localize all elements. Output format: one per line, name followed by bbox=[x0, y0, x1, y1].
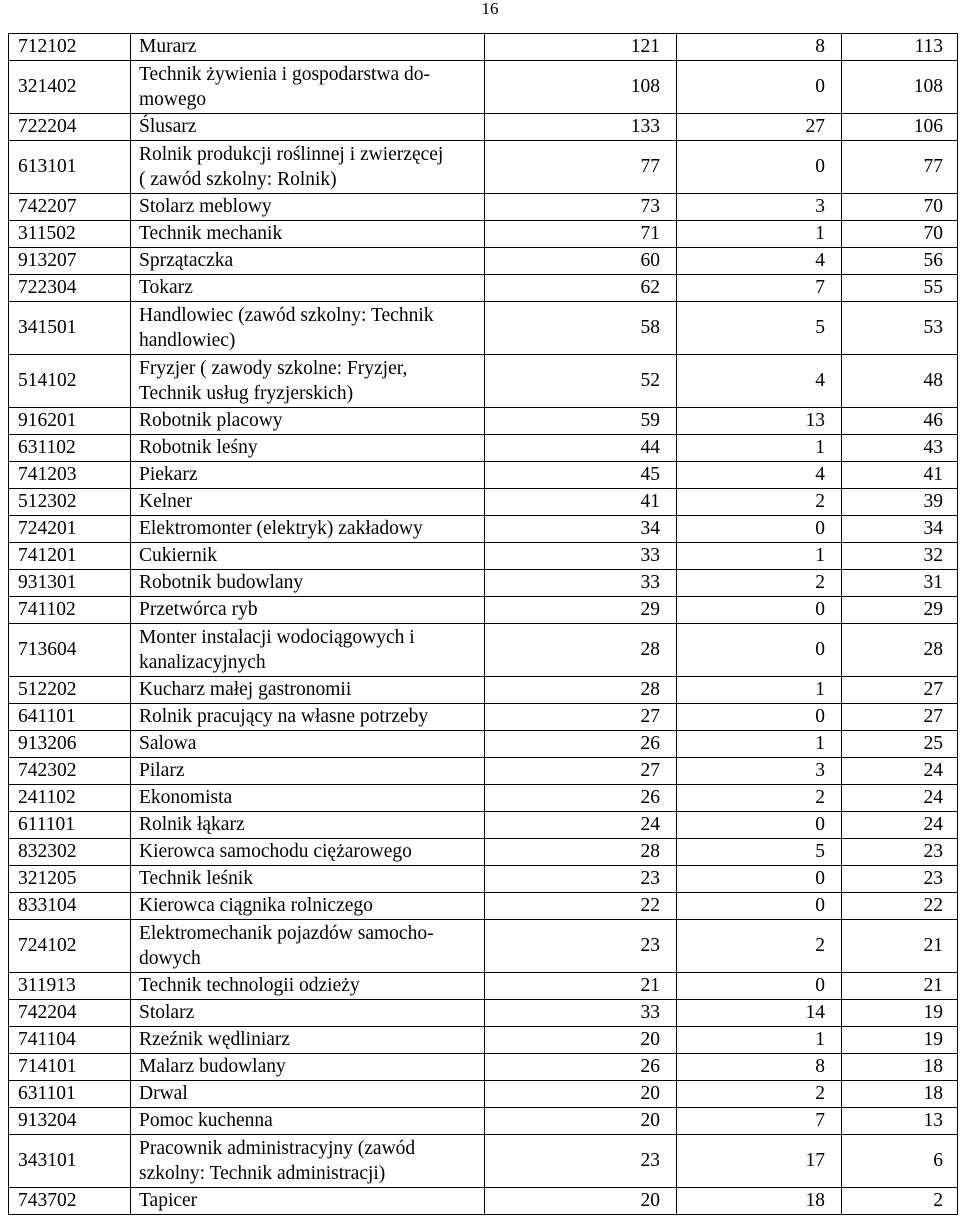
value-c-cell: 24 bbox=[842, 812, 958, 839]
occupation-code-cell: 741104 bbox=[9, 1027, 131, 1054]
occupation-name-cell: Pomoc kuchenna bbox=[131, 1108, 485, 1135]
occupation-name-cell: Rolnik pracujący na własne potrzeby bbox=[131, 704, 485, 731]
value-b-cell: 3 bbox=[677, 758, 842, 785]
value-b-cell: 2 bbox=[677, 920, 842, 973]
occupation-name-cell: Kucharz małej gastronomii bbox=[131, 677, 485, 704]
value-c-cell: 2 bbox=[842, 1188, 958, 1215]
value-c-cell: 23 bbox=[842, 866, 958, 893]
occupation-code-cell: 631101 bbox=[9, 1081, 131, 1108]
table-row bbox=[9, 408, 958, 435]
value-b-cell: 1 bbox=[677, 543, 842, 570]
value-b-cell: 27 bbox=[677, 114, 842, 141]
table-row bbox=[9, 1135, 958, 1188]
value-c-cell: 31 bbox=[842, 570, 958, 597]
table-row bbox=[9, 758, 958, 785]
occupation-code-cell: 321205 bbox=[9, 866, 131, 893]
value-a-cell: 60 bbox=[485, 248, 677, 275]
table-row bbox=[9, 973, 958, 1000]
occupation-name-cell: Robotnik budowlany bbox=[131, 570, 485, 597]
value-a-cell: 58 bbox=[485, 302, 677, 355]
table-row bbox=[9, 624, 958, 677]
occupation-name-cell: Elektromonter (elektryk) zakładowy bbox=[131, 516, 485, 543]
occupation-code-cell: 833104 bbox=[9, 893, 131, 920]
table-row bbox=[9, 114, 958, 141]
occupation-name-cell: Technik żywienia i gospodarstwa do- mowego bbox=[131, 61, 485, 114]
value-a-cell: 77 bbox=[485, 141, 677, 194]
value-a-cell: 20 bbox=[485, 1081, 677, 1108]
value-b-cell: 2 bbox=[677, 489, 842, 516]
value-c-cell: 6 bbox=[842, 1135, 958, 1188]
value-b-cell: 0 bbox=[677, 973, 842, 1000]
value-b-cell: 3 bbox=[677, 194, 842, 221]
occupation-name-cell: Tokarz bbox=[131, 275, 485, 302]
value-b-cell: 0 bbox=[677, 893, 842, 920]
value-a-cell: 52 bbox=[485, 355, 677, 408]
value-b-cell: 2 bbox=[677, 785, 842, 812]
occupation-code-cell: 743702 bbox=[9, 1188, 131, 1215]
occupation-name-cell: Stolarz meblowy bbox=[131, 194, 485, 221]
value-a-cell: 59 bbox=[485, 408, 677, 435]
occupation-code-cell: 341501 bbox=[9, 302, 131, 355]
occupation-name-cell: Salowa bbox=[131, 731, 485, 758]
value-b-cell: 17 bbox=[677, 1135, 842, 1188]
value-a-cell: 73 bbox=[485, 194, 677, 221]
value-c-cell: 13 bbox=[842, 1108, 958, 1135]
occupation-code-cell: 724102 bbox=[9, 920, 131, 973]
occupation-name-cell: Technik mechanik bbox=[131, 221, 485, 248]
value-c-cell: 28 bbox=[842, 624, 958, 677]
value-a-cell: 28 bbox=[485, 839, 677, 866]
occupation-code-cell: 712102 bbox=[9, 34, 131, 61]
occupation-name-cell: Technik leśnik bbox=[131, 866, 485, 893]
table-row bbox=[9, 570, 958, 597]
value-c-cell: 27 bbox=[842, 704, 958, 731]
occupation-name-cell: Technik technologii odzieży bbox=[131, 973, 485, 1000]
value-a-cell: 71 bbox=[485, 221, 677, 248]
value-b-cell: 5 bbox=[677, 302, 842, 355]
value-c-cell: 41 bbox=[842, 462, 958, 489]
occupation-code-cell: 713604 bbox=[9, 624, 131, 677]
occupation-code-cell: 742204 bbox=[9, 1000, 131, 1027]
occupation-name-cell: Cukiernik bbox=[131, 543, 485, 570]
value-c-cell: 22 bbox=[842, 893, 958, 920]
value-c-cell: 106 bbox=[842, 114, 958, 141]
value-a-cell: 27 bbox=[485, 758, 677, 785]
value-b-cell: 8 bbox=[677, 34, 842, 61]
value-b-cell: 8 bbox=[677, 1054, 842, 1081]
occupation-code-cell: 741102 bbox=[9, 597, 131, 624]
occupation-code-cell: 311502 bbox=[9, 221, 131, 248]
value-c-cell: 29 bbox=[842, 597, 958, 624]
value-c-cell: 48 bbox=[842, 355, 958, 408]
table-row bbox=[9, 677, 958, 704]
occupation-code-cell: 321402 bbox=[9, 61, 131, 114]
occupation-name-cell: Drwal bbox=[131, 1081, 485, 1108]
value-b-cell: 13 bbox=[677, 408, 842, 435]
value-b-cell: 0 bbox=[677, 516, 842, 543]
table-row bbox=[9, 1054, 958, 1081]
occupation-name-cell: Handlowiec (zawód szkolny: Technik handlowiec) bbox=[131, 302, 485, 355]
value-b-cell: 0 bbox=[677, 597, 842, 624]
value-a-cell: 23 bbox=[485, 1135, 677, 1188]
value-b-cell: 0 bbox=[677, 704, 842, 731]
occupation-code-cell: 916201 bbox=[9, 408, 131, 435]
occupation-name-cell: Robotnik leśny bbox=[131, 435, 485, 462]
occupation-code-cell: 722304 bbox=[9, 275, 131, 302]
table-row bbox=[9, 34, 958, 61]
occupation-name-cell: Ślusarz bbox=[131, 114, 485, 141]
value-c-cell: 24 bbox=[842, 758, 958, 785]
value-b-cell: 0 bbox=[677, 812, 842, 839]
value-c-cell: 19 bbox=[842, 1000, 958, 1027]
page-number: 16 bbox=[481, 0, 499, 18]
table-row bbox=[9, 893, 958, 920]
value-a-cell: 41 bbox=[485, 489, 677, 516]
value-b-cell: 14 bbox=[677, 1000, 842, 1027]
value-c-cell: 25 bbox=[842, 731, 958, 758]
table-row bbox=[9, 866, 958, 893]
value-b-cell: 7 bbox=[677, 1108, 842, 1135]
value-c-cell: 70 bbox=[842, 221, 958, 248]
occupation-name-cell: Przetwórca ryb bbox=[131, 597, 485, 624]
value-b-cell: 0 bbox=[677, 866, 842, 893]
occupation-name-cell: Stolarz bbox=[131, 1000, 485, 1027]
value-c-cell: 18 bbox=[842, 1054, 958, 1081]
occupation-code-cell: 613101 bbox=[9, 141, 131, 194]
value-c-cell: 39 bbox=[842, 489, 958, 516]
occupation-code-cell: 742207 bbox=[9, 194, 131, 221]
occupation-code-cell: 742302 bbox=[9, 758, 131, 785]
value-a-cell: 21 bbox=[485, 973, 677, 1000]
value-c-cell: 53 bbox=[842, 302, 958, 355]
value-a-cell: 133 bbox=[485, 114, 677, 141]
value-c-cell: 18 bbox=[842, 1081, 958, 1108]
value-c-cell: 23 bbox=[842, 839, 958, 866]
value-a-cell: 33 bbox=[485, 1000, 677, 1027]
value-b-cell: 1 bbox=[677, 1027, 842, 1054]
occupation-code-cell: 512202 bbox=[9, 677, 131, 704]
occupation-name-cell: Monter instalacji wodociągowych i kanalizacyjnych bbox=[131, 624, 485, 677]
table-row bbox=[9, 516, 958, 543]
value-c-cell: 108 bbox=[842, 61, 958, 114]
occupation-code-cell: 311913 bbox=[9, 973, 131, 1000]
occupation-code-cell: 641101 bbox=[9, 704, 131, 731]
occupation-code-cell: 714101 bbox=[9, 1054, 131, 1081]
occupation-name-cell: Pracownik administracyjny (zawód szkolny: Technik administracji) bbox=[131, 1135, 485, 1188]
table-row bbox=[9, 194, 958, 221]
value-b-cell: 0 bbox=[677, 61, 842, 114]
value-b-cell: 7 bbox=[677, 275, 842, 302]
value-a-cell: 28 bbox=[485, 624, 677, 677]
value-c-cell: 113 bbox=[842, 34, 958, 61]
occupation-name-cell: Pilarz bbox=[131, 758, 485, 785]
value-a-cell: 20 bbox=[485, 1108, 677, 1135]
occupation-name-cell: Sprzątaczka bbox=[131, 248, 485, 275]
value-a-cell: 23 bbox=[485, 866, 677, 893]
value-a-cell: 22 bbox=[485, 893, 677, 920]
value-c-cell: 24 bbox=[842, 785, 958, 812]
value-c-cell: 27 bbox=[842, 677, 958, 704]
value-b-cell: 1 bbox=[677, 435, 842, 462]
table-row bbox=[9, 221, 958, 248]
occupation-name-cell: Robotnik placowy bbox=[131, 408, 485, 435]
occupations-table bbox=[8, 33, 958, 1215]
value-a-cell: 108 bbox=[485, 61, 677, 114]
value-c-cell: 43 bbox=[842, 435, 958, 462]
table-row bbox=[9, 248, 958, 275]
value-b-cell: 1 bbox=[677, 221, 842, 248]
table-row bbox=[9, 1027, 958, 1054]
occupation-code-cell: 913206 bbox=[9, 731, 131, 758]
occupation-code-cell: 832302 bbox=[9, 839, 131, 866]
occupation-code-cell: 741201 bbox=[9, 543, 131, 570]
value-a-cell: 44 bbox=[485, 435, 677, 462]
table-row bbox=[9, 1188, 958, 1215]
value-c-cell: 21 bbox=[842, 973, 958, 1000]
table-row bbox=[9, 141, 958, 194]
table-row bbox=[9, 355, 958, 408]
table-row bbox=[9, 543, 958, 570]
table-row bbox=[9, 920, 958, 973]
value-a-cell: 26 bbox=[485, 731, 677, 758]
occupation-code-cell: 913207 bbox=[9, 248, 131, 275]
occupation-name-cell: Malarz budowlany bbox=[131, 1054, 485, 1081]
value-a-cell: 33 bbox=[485, 543, 677, 570]
occupation-name-cell: Elektromechanik pojazdów samocho- dowych bbox=[131, 920, 485, 973]
occupation-code-cell: 241102 bbox=[9, 785, 131, 812]
occupation-code-cell: 741203 bbox=[9, 462, 131, 489]
occupation-code-cell: 343101 bbox=[9, 1135, 131, 1188]
table-row bbox=[9, 704, 958, 731]
value-a-cell: 20 bbox=[485, 1027, 677, 1054]
value-c-cell: 77 bbox=[842, 141, 958, 194]
value-b-cell: 4 bbox=[677, 462, 842, 489]
value-a-cell: 23 bbox=[485, 920, 677, 973]
occupation-name-cell: Tapicer bbox=[131, 1188, 485, 1215]
value-c-cell: 56 bbox=[842, 248, 958, 275]
occupation-name-cell: Fryzjer ( zawody szkolne: Fryzjer, Technik usług fryzjerskich) bbox=[131, 355, 485, 408]
occupation-code-cell: 722204 bbox=[9, 114, 131, 141]
table-row bbox=[9, 1081, 958, 1108]
table-row bbox=[9, 302, 958, 355]
value-b-cell: 2 bbox=[677, 1081, 842, 1108]
table-row bbox=[9, 597, 958, 624]
occupation-code-cell: 931301 bbox=[9, 570, 131, 597]
value-b-cell: 5 bbox=[677, 839, 842, 866]
table-row bbox=[9, 489, 958, 516]
occupation-name-cell: Ekonomista bbox=[131, 785, 485, 812]
occupation-code-cell: 913204 bbox=[9, 1108, 131, 1135]
table-row bbox=[9, 839, 958, 866]
value-c-cell: 70 bbox=[842, 194, 958, 221]
value-a-cell: 33 bbox=[485, 570, 677, 597]
value-a-cell: 28 bbox=[485, 677, 677, 704]
occupation-name-cell: Kierowca samochodu ciężarowego bbox=[131, 839, 485, 866]
value-a-cell: 34 bbox=[485, 516, 677, 543]
occupation-name-cell: Piekarz bbox=[131, 462, 485, 489]
occupation-code-cell: 724201 bbox=[9, 516, 131, 543]
value-c-cell: 32 bbox=[842, 543, 958, 570]
occupation-code-cell: 631102 bbox=[9, 435, 131, 462]
value-c-cell: 34 bbox=[842, 516, 958, 543]
value-a-cell: 24 bbox=[485, 812, 677, 839]
value-a-cell: 29 bbox=[485, 597, 677, 624]
occupation-name-cell: Murarz bbox=[131, 34, 485, 61]
table-row bbox=[9, 785, 958, 812]
value-b-cell: 4 bbox=[677, 355, 842, 408]
table-row bbox=[9, 275, 958, 302]
table-row bbox=[9, 435, 958, 462]
table-row bbox=[9, 1000, 958, 1027]
occupation-name-cell: Kelner bbox=[131, 489, 485, 516]
value-b-cell: 0 bbox=[677, 141, 842, 194]
value-a-cell: 20 bbox=[485, 1188, 677, 1215]
value-a-cell: 26 bbox=[485, 1054, 677, 1081]
table-row bbox=[9, 1108, 958, 1135]
value-c-cell: 46 bbox=[842, 408, 958, 435]
value-a-cell: 26 bbox=[485, 785, 677, 812]
value-b-cell: 4 bbox=[677, 248, 842, 275]
value-a-cell: 121 bbox=[485, 34, 677, 61]
table-body bbox=[9, 34, 958, 1215]
table-row bbox=[9, 61, 958, 114]
table-row bbox=[9, 462, 958, 489]
occupation-code-cell: 514102 bbox=[9, 355, 131, 408]
table-row bbox=[9, 731, 958, 758]
value-a-cell: 45 bbox=[485, 462, 677, 489]
value-b-cell: 18 bbox=[677, 1188, 842, 1215]
value-a-cell: 27 bbox=[485, 704, 677, 731]
occupation-name-cell: Rolnik łąkarz bbox=[131, 812, 485, 839]
occupation-name-cell: Rzeźnik wędliniarz bbox=[131, 1027, 485, 1054]
value-c-cell: 55 bbox=[842, 275, 958, 302]
occupation-name-cell: Kierowca ciągnika rolniczego bbox=[131, 893, 485, 920]
occupation-name-cell: Rolnik produkcji roślinnej i zwierzęcej ( zawód szkolny: Rolnik) bbox=[131, 141, 485, 194]
value-c-cell: 21 bbox=[842, 920, 958, 973]
occupation-code-cell: 512302 bbox=[9, 489, 131, 516]
value-c-cell: 19 bbox=[842, 1027, 958, 1054]
value-b-cell: 2 bbox=[677, 570, 842, 597]
occupation-code-cell: 611101 bbox=[9, 812, 131, 839]
value-a-cell: 62 bbox=[485, 275, 677, 302]
value-b-cell: 1 bbox=[677, 677, 842, 704]
value-b-cell: 0 bbox=[677, 624, 842, 677]
value-b-cell: 1 bbox=[677, 731, 842, 758]
table-row bbox=[9, 812, 958, 839]
